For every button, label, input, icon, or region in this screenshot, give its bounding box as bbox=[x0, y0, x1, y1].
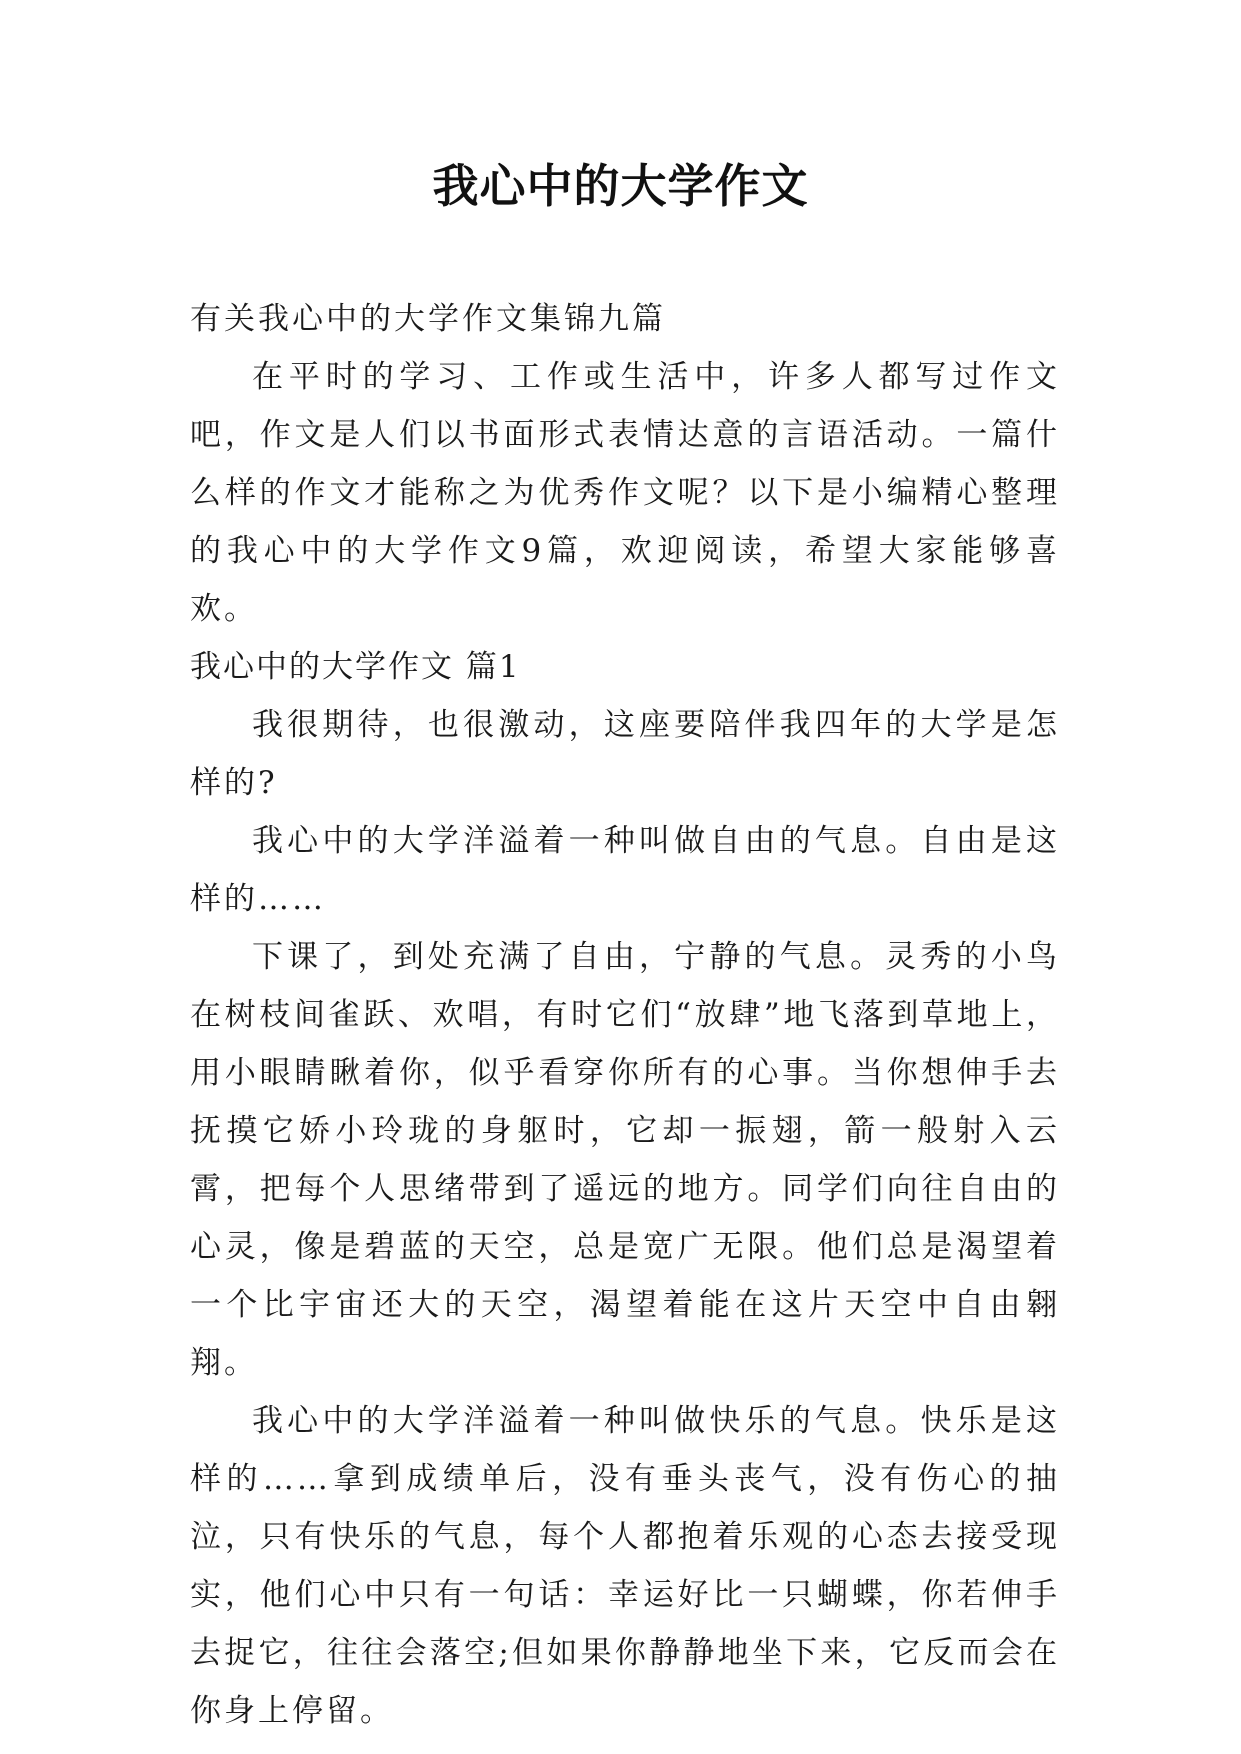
section-heading: 我心中的大学作文 篇1 bbox=[190, 649, 521, 685]
document-body bbox=[190, 290, 1060, 1740]
body-paragraph: 我心中的大学洋溢着一种叫做自由的气息。自由是这样的…… bbox=[190, 823, 1060, 917]
body-paragraph: 下课了，到处充满了自由，宁静的气息。灵秀的小鸟在树枝间雀跃、欢唱，有时它们“放肆”地飞落到草地上，用小眼睛瞅着你，似乎看穿你所有的心事。当你想伸手去抚摸它娇小玲珑的身躯时，它却一振翅，箭一般射入云霄，把每个人思绪带到了遥远的地方。同学们向往自由的心灵，像是碧蓝的天空，总是宽广无限。他们总是渴望着一个比宇宙还大的天空，渴望着能在这片天空中自由翱翔。 bbox=[190, 939, 1060, 1381]
body-paragraph: 我心中的大学洋溢着一种叫做快乐的气息。快乐是这样的……拿到成绩单后，没有垂头丧气，没有伤心的抽泣，只有快乐的气息，每个人都抱着乐观的心态去接受现实，他们心中只有一句话：幸运好比一只蝴蝶，你若伸手去捉它，往往会落空;但如果你静静地坐下来，它反而会在你身上停留。 bbox=[190, 1403, 1060, 1729]
document-subtitle: 有关我心中的大学作文集锦九篇 bbox=[190, 301, 666, 337]
document-title: 我心中的大学作文 bbox=[432, 159, 809, 213]
body-paragraph: 我很期待，也很激动，这座要陪伴我四年的大学是怎样的? bbox=[190, 707, 1060, 801]
intro-paragraph: 在平时的学习、工作或生活中，许多人都写过作文吧，作文是人们以书面形式表情达意的言语活动。一篇什么样的作文才能称之为优秀作文呢？以下是小编精心整理的我心中的大学作文9篇，欢迎阅读，希望大家能够喜欢。 bbox=[190, 359, 1060, 627]
